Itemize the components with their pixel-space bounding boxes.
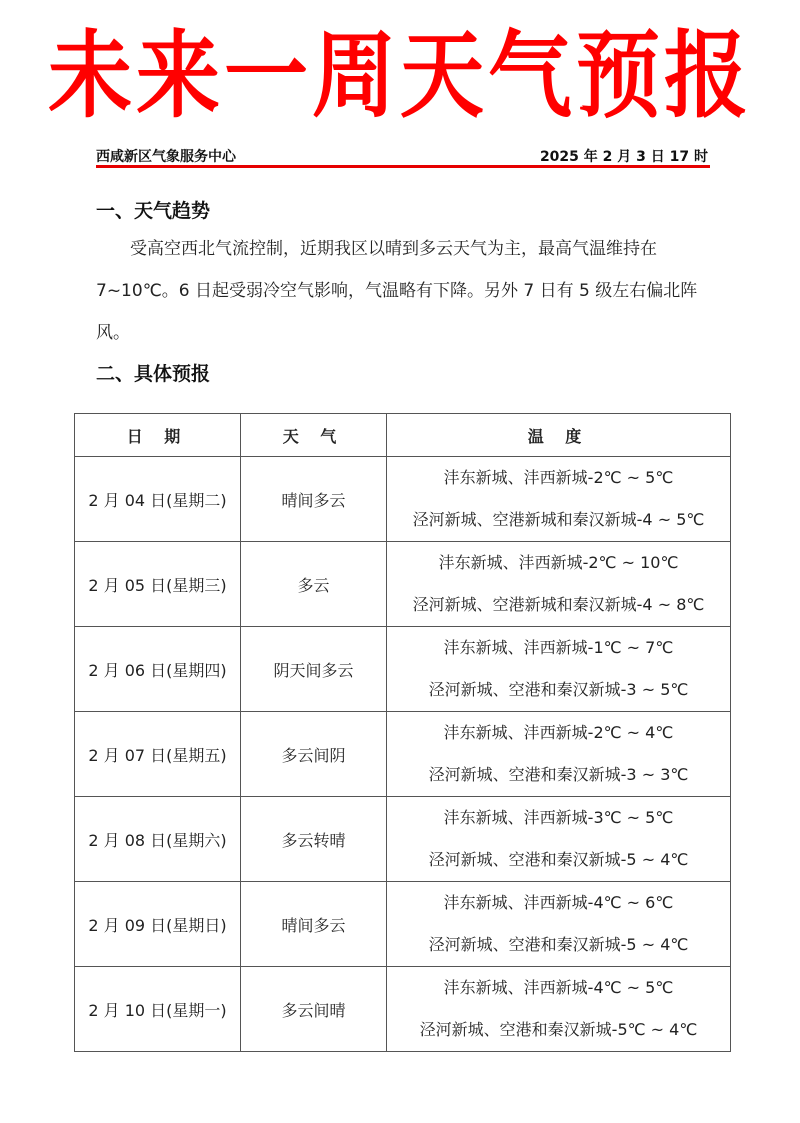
row-weather: 多云间晴 xyxy=(241,967,387,1052)
row-date: 2 月 10 日(星期一) xyxy=(75,967,241,1052)
row-weather: 多云转晴 xyxy=(241,797,387,882)
temp-line-east-west: 沣东新城、沣西新城-1℃ ~ 7℃ xyxy=(443,638,674,657)
forecast-table xyxy=(74,413,731,1052)
page-title: 未来一周天气预报 xyxy=(47,20,752,131)
temp-line-north: 泾河新城、空港和秦汉新城-3 ~ 3℃ xyxy=(428,765,689,784)
temp-line-north: 泾河新城、空港和秦汉新城-5 ~ 4℃ xyxy=(428,935,689,954)
temp-line-east-west: 沣东新城、沣西新城-2℃ ~ 4℃ xyxy=(443,723,674,742)
header-red-rule xyxy=(96,165,710,168)
row-temperature xyxy=(387,882,731,967)
trend-text: 受高空西北气流控制，近期我区以晴到多云天气为主，最高气温维持在 7~10℃。6 日起受弱冷空气影响，气温略有下降。另外 7 日有 5 级左右偏北阵风。 xyxy=(96,239,698,343)
temp-line-north: 泾河新城、空港新城和秦汉新城-4 ~ 8℃ xyxy=(412,595,705,614)
temp-line-north: 泾河新城、空港和秦汉新城-5℃ ~ 4℃ xyxy=(419,1020,698,1039)
table-row xyxy=(75,882,731,967)
row-temperature xyxy=(387,712,731,797)
header-line xyxy=(96,146,708,166)
row-weather: 阴天间多云 xyxy=(241,627,387,712)
column-header-date: 日 期 xyxy=(75,414,241,457)
issuing-organization: 西咸新区气象服务中心 xyxy=(96,149,236,165)
trend-paragraph xyxy=(96,228,726,354)
row-weather: 多云间阴 xyxy=(241,712,387,797)
row-date: 2 月 08 日(星期六) xyxy=(75,797,241,882)
temp-line-east-west: 沣东新城、沣西新城-4℃ ~ 5℃ xyxy=(443,978,674,997)
row-date: 2 月 07 日(星期五) xyxy=(75,712,241,797)
row-temperature xyxy=(387,967,731,1052)
row-date: 2 月 09 日(星期日) xyxy=(75,882,241,967)
temp-line-north: 泾河新城、空港新城和秦汉新城-4 ~ 5℃ xyxy=(412,510,705,529)
table-row xyxy=(75,712,731,797)
temp-line-east-west: 沣东新城、沣西新城-3℃ ~ 5℃ xyxy=(443,808,674,827)
temp-line-east-west: 沣东新城、沣西新城-2℃ ~ 10℃ xyxy=(438,553,679,572)
section-heading-trend: 一、天气趋势 xyxy=(96,200,211,222)
temp-line-east-west: 沣东新城、沣西新城-2℃ ~ 5℃ xyxy=(443,468,674,487)
section-heading-forecast: 二、具体预报 xyxy=(96,363,211,385)
column-header-temperature: 温 度 xyxy=(387,414,731,457)
row-weather: 晴间多云 xyxy=(241,882,387,967)
table-header-row xyxy=(75,414,731,457)
table-row xyxy=(75,797,731,882)
table-row xyxy=(75,542,731,627)
issue-date: 2025 年 2 月 3 日 17 时 xyxy=(539,149,708,165)
table-row xyxy=(75,457,731,542)
temp-line-north: 泾河新城、空港和秦汉新城-3 ~ 5℃ xyxy=(428,680,689,699)
column-header-weather: 天 气 xyxy=(241,414,387,457)
table-row xyxy=(75,967,731,1052)
temp-line-east-west: 沣东新城、沣西新城-4℃ ~ 6℃ xyxy=(443,893,674,912)
row-date: 2 月 05 日(星期三) xyxy=(75,542,241,627)
row-temperature xyxy=(387,627,731,712)
row-temperature xyxy=(387,542,731,627)
row-weather: 多云 xyxy=(241,542,387,627)
table-row xyxy=(75,627,731,712)
row-date: 2 月 06 日(星期四) xyxy=(75,627,241,712)
row-date: 2 月 04 日(星期二) xyxy=(75,457,241,542)
temp-line-north: 泾河新城、空港和秦汉新城-5 ~ 4℃ xyxy=(428,850,689,869)
row-temperature xyxy=(387,457,731,542)
row-weather: 晴间多云 xyxy=(241,457,387,542)
row-temperature xyxy=(387,797,731,882)
